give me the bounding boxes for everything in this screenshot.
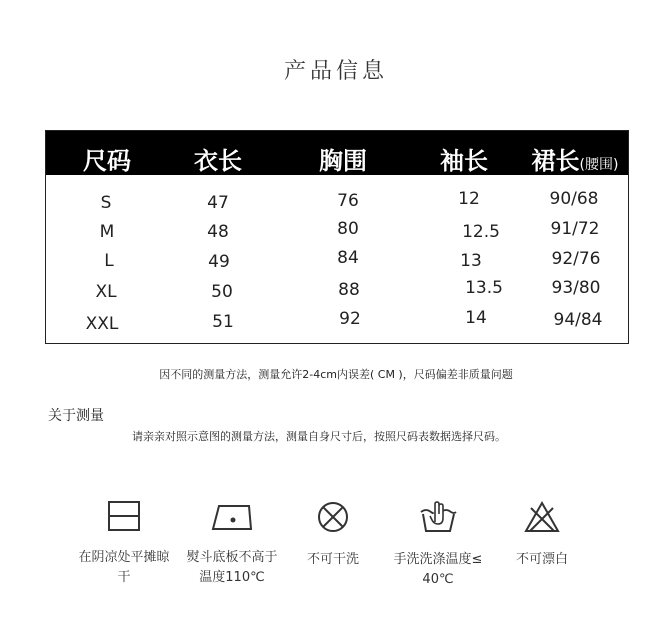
hand-wash-icon: [418, 500, 458, 534]
header-skirt-label: 裙长: [531, 147, 580, 175]
cell-size: XXL: [85, 314, 119, 334]
cell-sleeve: 12.5: [462, 222, 500, 242]
cell-bust: 92: [339, 309, 361, 329]
care-label-line1: 不可干洗: [306, 552, 359, 567]
cell-length: 48: [207, 222, 229, 242]
cell-skirt: 90/68: [549, 189, 599, 209]
cell-length: 51: [212, 312, 234, 332]
measurement-note: 因不同的测量方法，测量允许2-4cm内误差( CM )，尺码偏差非质量问题: [159, 368, 513, 381]
cell-sleeve: 12: [458, 189, 480, 209]
cell-sleeve: 13.5: [465, 278, 503, 298]
table-header: [46, 131, 628, 175]
cell-skirt: 92/76: [551, 249, 601, 269]
header-length: 衣长: [194, 147, 242, 175]
page-title: 产品信息: [283, 59, 388, 84]
cell-bust: 88: [338, 280, 360, 300]
header-bust: 胸围: [319, 147, 367, 175]
care-no-dry-clean: [273, 500, 393, 570]
cell-skirt: 94/84: [553, 310, 603, 330]
cell-size: XL: [95, 282, 117, 302]
no-dry-clean-icon: [316, 500, 350, 534]
iron-low-temp-icon: [209, 500, 255, 532]
cell-length: 50: [211, 282, 233, 302]
cell-bust: 84: [337, 248, 359, 268]
care-label-line2: 40℃: [422, 572, 454, 587]
cell-skirt: 93/80: [551, 278, 601, 298]
care-label-line2: 温度110℃: [199, 570, 265, 585]
cell-bust: 76: [337, 191, 359, 211]
header-sleeve: 袖长: [440, 147, 488, 175]
size-table: [45, 130, 629, 344]
care-label-line1: 熨斗底板不高于: [186, 550, 278, 565]
cell-size: L: [104, 251, 114, 271]
dry-flat-shade-icon: [107, 500, 141, 532]
care-dry-flat: [64, 500, 184, 588]
care-no-bleach: [482, 500, 602, 570]
cell-size: S: [100, 193, 112, 213]
no-bleach-icon: [523, 500, 561, 534]
header-size: 尺码: [83, 147, 131, 175]
cell-sleeve: 14: [465, 308, 487, 328]
measure-text: 请亲亲对照示意图的测量方法，测量自身尺寸后，按照尺码表数据选择尺码。: [132, 430, 506, 443]
cell-skirt: 91/72: [550, 219, 600, 239]
care-hand-wash: [378, 500, 498, 590]
cell-length: 49: [208, 252, 230, 272]
header-skirt: [532, 141, 619, 176]
cell-length: 47: [207, 193, 229, 213]
measure-title: 关于测量: [48, 408, 104, 424]
care-label-line1: 不可漂白: [515, 552, 568, 567]
cell-sleeve: 13: [460, 251, 482, 271]
care-label-line1: 在阴凉处平摊晾: [78, 550, 170, 565]
care-label-line2: 干: [117, 570, 131, 585]
cell-bust: 80: [337, 219, 359, 239]
header-skirt-sub: (腰围): [579, 157, 619, 173]
cell-size: M: [99, 222, 115, 242]
care-label-line1: 手洗洗涤温度≤: [393, 552, 483, 567]
